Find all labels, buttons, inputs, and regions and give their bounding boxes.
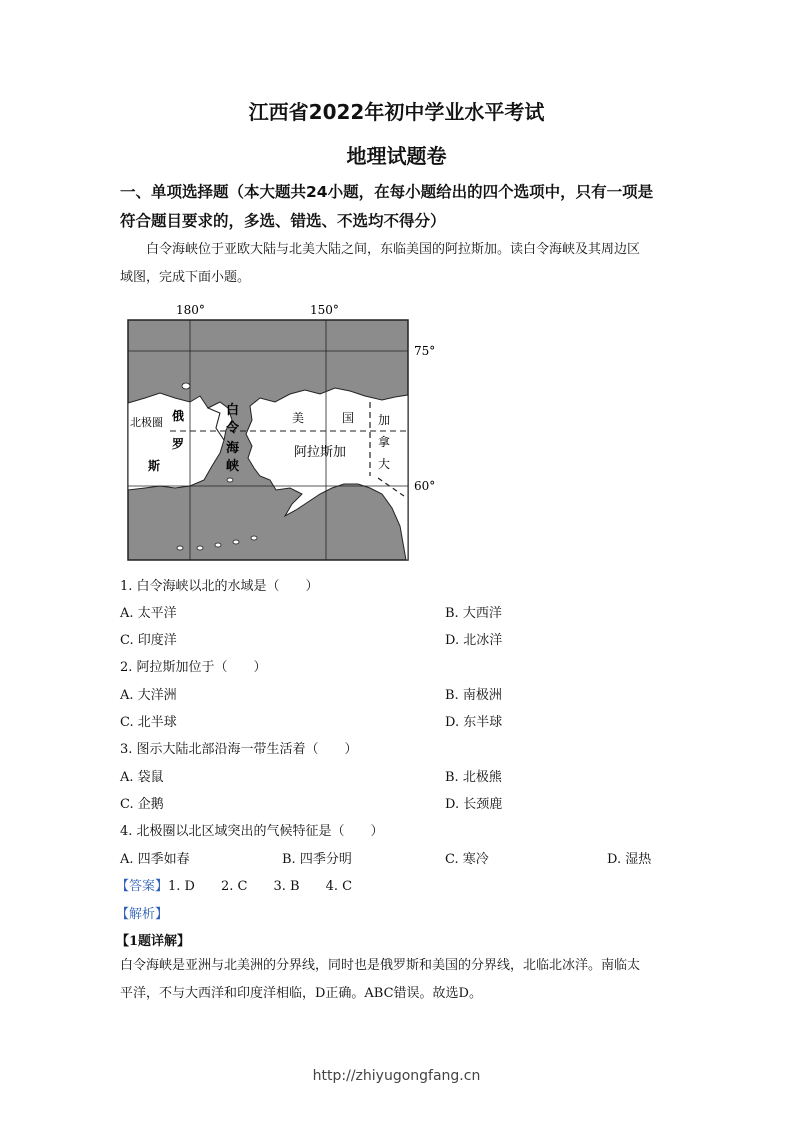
label-bering-1: 白 <box>226 403 240 418</box>
label-bering-4: 峡 <box>226 459 240 474</box>
question-4-option-d: D. 湿热 <box>607 852 652 867</box>
question-1-option-d: D. 北冰洋 <box>445 633 503 648</box>
island <box>233 540 239 544</box>
question-4-option-a: A. 四季如春 <box>120 852 190 867</box>
question-2-stem: 2. 阿拉斯加位于（ ） <box>120 660 267 675</box>
label-canada-3: 大 <box>378 457 391 471</box>
island <box>177 546 183 550</box>
detail-label: 【1题详解】 <box>116 934 191 949</box>
section-heading-line1: 一、单项选择题（本大题共24小题，在每小题给出的四个选项中，只有一项是 <box>120 183 654 201</box>
label-lon-180: 180° <box>176 303 205 317</box>
island <box>215 543 221 547</box>
island <box>182 383 190 389</box>
intro-line2: 域图，完成下面小题。 <box>120 270 251 285</box>
label-bering-3: 海 <box>226 441 240 456</box>
exam-subtitle: 地理试题卷 <box>346 144 447 168</box>
question-4-option-b: B. 四季分明 <box>282 852 352 867</box>
label-lon-150: 150° <box>310 303 339 317</box>
label-russia-3: 斯 <box>148 459 161 473</box>
island <box>251 536 257 540</box>
question-3-option-b: B. 北极熊 <box>445 770 502 785</box>
label-lat-60: 60° <box>414 479 436 493</box>
label-usa-1: 美 <box>292 411 305 425</box>
question-1-option-a: A. 太平洋 <box>120 606 177 621</box>
answer-label: 【答案】 <box>116 879 169 894</box>
question-3-option-c: C. 企鹅 <box>120 797 164 812</box>
label-russia-1: 俄 <box>172 409 185 423</box>
question-2-option-c: C. 北半球 <box>120 715 177 730</box>
answer-item: 2. C <box>220 879 248 894</box>
question-4-stem: 4. 北极圈以北区域突出的气候特征是（ ） <box>120 824 384 839</box>
label-canada-1: 加 <box>378 413 391 427</box>
label-arctic-circle: 北极圈 <box>130 416 163 429</box>
label-usa-2: 国 <box>342 411 355 425</box>
label-lat-75: 75° <box>414 344 436 358</box>
question-4-option-c: C. 寒冷 <box>445 852 489 867</box>
bering-strait-map <box>120 298 450 568</box>
section-heading-line2: 符合题目要求的，多选、错选、不选均不得分） <box>120 212 446 230</box>
question-3-option-d: D. 长颈鹿 <box>445 797 503 812</box>
question-1-option-c: C. 印度洋 <box>120 633 177 648</box>
footer-url: http://zhiyugongfang.cn <box>312 1068 481 1084</box>
label-canada-2: 拿 <box>378 435 391 449</box>
exam-title: 江西省2022年初中学业水平考试 <box>248 100 545 124</box>
question-2-option-a: A. 大洋洲 <box>120 688 177 703</box>
question-1-stem: 1. 白令海峡以北的水域是（ ） <box>120 579 319 594</box>
question-2-option-b: B. 南极洲 <box>445 688 502 703</box>
label-alaska: 阿拉斯加 <box>294 445 347 460</box>
question-3-option-a: A. 袋鼠 <box>120 770 164 785</box>
question-3-stem: 3. 图示大陆北部沿海一带生活着（ ） <box>120 742 358 757</box>
answer-item: 4. C <box>325 879 353 894</box>
question-2-option-d: D. 东半球 <box>445 715 503 730</box>
label-bering-2: 令 <box>226 421 240 436</box>
question-1-option-b: B. 大西洋 <box>445 606 502 621</box>
answer-item: 3. B <box>273 879 300 894</box>
answer-line <box>116 875 352 894</box>
label-russia-2: 罗 <box>172 437 185 451</box>
island <box>197 546 203 550</box>
island <box>227 478 233 482</box>
intro-line1: 白令海峡位于亚欧大陆与北美大陆之间，东临美国的阿拉斯加。读白令海峡及其周边区 <box>146 242 641 257</box>
answer-item: 1. D <box>168 879 195 894</box>
detail-line2: 平洋，不与大西洋和印度洋相临，D正确。ABC错误。故选D。 <box>120 986 482 1001</box>
analysis-label: 【解析】 <box>116 907 169 922</box>
detail-line1: 白令海峡是亚洲与北美洲的分界线，同时也是俄罗斯和美国的分界线，北临北冰洋。南临太 <box>120 958 641 973</box>
